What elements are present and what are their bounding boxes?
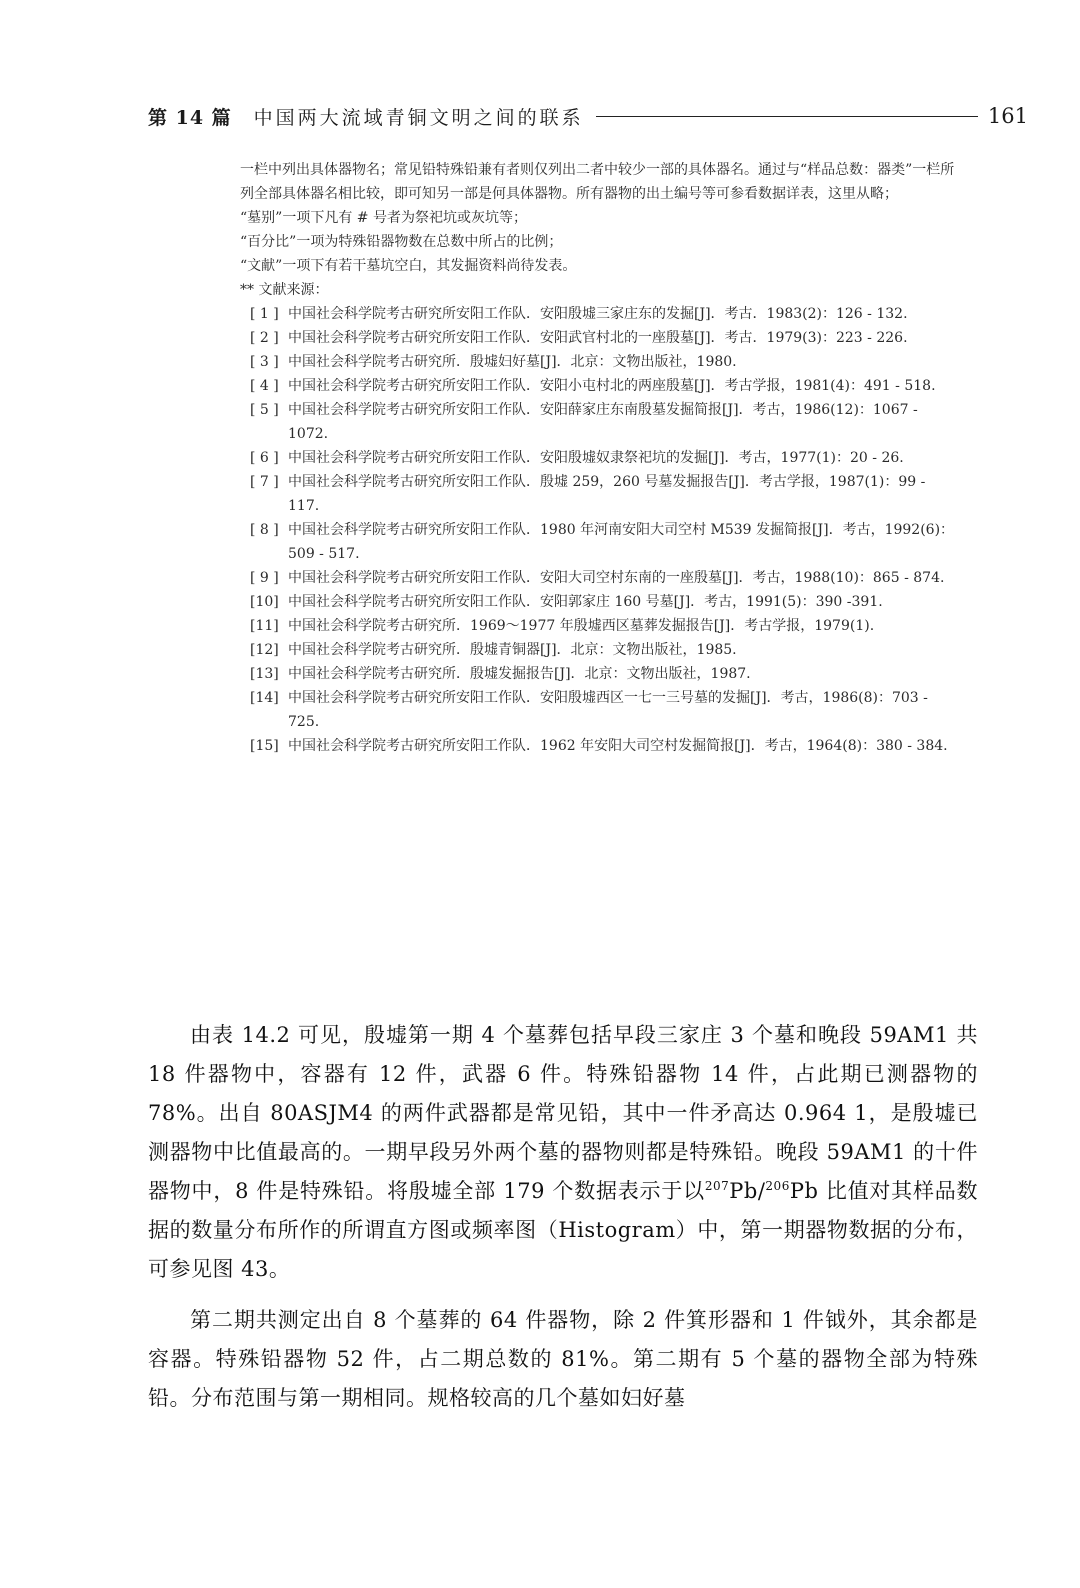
reference-number: [11]	[250, 618, 279, 634]
header-rule	[596, 116, 978, 117]
reference-number: [ 7 ]	[250, 474, 279, 490]
reference-text: 中国社会科学院考古研究所．殷墟发掘报告[J]．北京：文物出版社，1987.	[288, 666, 751, 682]
note-line: “文献”一项下有若干墓坑空白，其发掘资料尚待发表。	[240, 258, 577, 274]
reference-item	[240, 350, 956, 374]
reference-text: 中国社会科学院考古研究所安阳工作队．1980 年河南安阳大司空村 M539 发掘简报[J]．考古，1992(6)：509 - 517.	[288, 522, 955, 562]
reference-item	[240, 686, 956, 734]
reference-number: [ 8 ]	[250, 522, 279, 538]
reference-number: [ 2 ]	[250, 330, 279, 346]
reference-text: 中国社会科学院考古研究所安阳工作队．殷墟 259，260 号墓发掘报告[J]．考古学报，1987(1)：99 - 117.	[288, 474, 926, 514]
reference-number: [10]	[250, 594, 279, 610]
reference-text: 中国社会科学院考古研究所．殷墟青铜器[J]．北京：文物出版社，1985.	[288, 642, 737, 658]
reference-item	[240, 470, 956, 518]
page-header	[148, 96, 1028, 136]
note-line: “百分比”一项为特殊铅器物数在总数中所占的比例；	[240, 234, 563, 250]
reference-item	[240, 566, 956, 590]
reference-text: 中国社会科学院考古研究所．1969～1977 年殷墟西区墓葬发掘报告[J]．考古学报，1979(1).	[288, 618, 875, 634]
reference-text: 中国社会科学院考古研究所安阳工作队．安阳小屯村北的两座殷墓[J]．考古学报，1981(4)：491 - 518.	[288, 378, 936, 394]
reference-item	[240, 374, 956, 398]
reference-item	[240, 734, 956, 758]
reference-text: 中国社会科学院考古研究所安阳工作队．安阳薛家庄东南殷墓发掘简报[J]．考古，1986(12)：1067 - 1072.	[288, 402, 918, 442]
superscript: 206	[765, 1179, 790, 1193]
reference-text: 中国社会科学院考古研究所安阳工作队．安阳殷墟奴隶祭祀坑的发掘[J]．考古，1977(1)：20 - 26.	[288, 450, 904, 466]
reference-item	[240, 326, 956, 350]
reference-text: 中国社会科学院考古研究所安阳工作队．1962 年安阳大司空村发掘简报[J]．考古，1964(8)：380 - 384.	[288, 738, 948, 754]
reference-text: 中国社会科学院考古研究所．殷墟妇好墓[J]．北京：文物出版社，1980.	[288, 354, 737, 370]
reference-number: [ 1 ]	[250, 306, 279, 322]
reference-number: [14]	[250, 690, 279, 706]
paragraph	[148, 1016, 978, 1289]
reference-text: 中国社会科学院考古研究所安阳工作队．安阳殷墟西区一七一三号墓的发掘[J]．考古，1986(8)：703 - 725.	[288, 690, 928, 730]
reference-item	[240, 518, 956, 566]
reference-item	[240, 398, 956, 446]
page-number: 161	[987, 104, 1028, 128]
reference-item	[240, 662, 956, 686]
reference-number: [12]	[250, 642, 279, 658]
reference-item	[240, 638, 956, 662]
chapter-label: 第 14 篇	[148, 106, 232, 129]
paragraph-text: Pb 比值对其样品数据的数量分布所作的所谓直方图或频率图（Histogram）中，第一期器物数据的分布，可参见图 43。	[148, 1179, 979, 1281]
reference-number: [15]	[250, 738, 279, 754]
sources-heading: ** 文献来源：	[240, 282, 329, 298]
reference-text: 中国社会科学院考古研究所安阳工作队．安阳武官村北的一座殷墓[J]．考古．1979(3)：223 - 226.	[288, 330, 908, 346]
body-text	[148, 1016, 978, 1418]
superscript: 207	[704, 1179, 730, 1193]
reference-text: 中国社会科学院考古研究所安阳工作队．安阳郭家庄 160 号墓[J]．考古，1991(5)：390 -391.	[288, 594, 883, 610]
reference-number: [ 9 ]	[250, 570, 279, 586]
reference-number: [13]	[250, 666, 279, 682]
paragraph: 第二期共测定出自 8 个墓葬的 64 件器物，除 2 件箕形器和 1 件钺外，其余都是容器。特殊铅器物 52 件，占二期总数的 81%。第二期有 5 个墓的器物全部为特殊铅。分布范围与第一期相同。规格较高的几个墓如妇好墓	[148, 1308, 978, 1410]
note-line: 一栏中列出具体器物名；常见铅特殊铅兼有者则仅列出二者中较少一部的具体器名。通过与“样品总数：器类”一栏所列全部具体器名相比较，即可知另一部是何具体器物。所有器物的出土编号等可参看数据详表，这里从略；	[240, 162, 955, 202]
chapter-title: 中国两大流域青铜文明之间的联系	[253, 106, 584, 129]
table-notes	[240, 158, 956, 758]
reference-number: [ 4 ]	[250, 378, 279, 394]
reference-number: [ 3 ]	[250, 354, 279, 370]
reference-text: 中国社会科学院考古研究所安阳工作队．安阳大司空村东南的一座殷墓[J]．考古，1988(10)：865 - 874.	[288, 570, 945, 586]
reference-number: [ 5 ]	[250, 402, 279, 418]
note-line: “墓别”一项下凡有 # 号者为祭祀坑或灰坑等；	[240, 210, 527, 226]
reference-item	[240, 590, 956, 614]
reference-item	[240, 614, 956, 638]
reference-number: [ 6 ]	[250, 450, 279, 466]
reference-text: 中国社会科学院考古研究所安阳工作队．安阳殷墟三家庄东的发掘[J]．考古．1983(2)：126 - 132.	[288, 306, 908, 322]
reference-item	[240, 302, 956, 326]
paragraph-text: Pb/	[729, 1179, 766, 1203]
paragraph-text: 由表 14.2 可见，殷墟第一期 4 个墓葬包括早段三家庄 3 个墓和晚段 59AM1 共 18 件器物中，容器有 12 件，武器 6 件。特殊铅器物 14 件，占此期已测器物的 78%。出自 80ASJM4 的两件武器都是常见铅，其中一件矛高达 0.964 1，是殷墟已测器物中比值最高的。一期早段另外两个墓的器物则都是特殊铅。晚段 59AM1 的十件器物中，8 件是特殊铅。将殷墟全部 179 个数据表示于以	[148, 1023, 978, 1203]
reference-item	[240, 446, 956, 470]
